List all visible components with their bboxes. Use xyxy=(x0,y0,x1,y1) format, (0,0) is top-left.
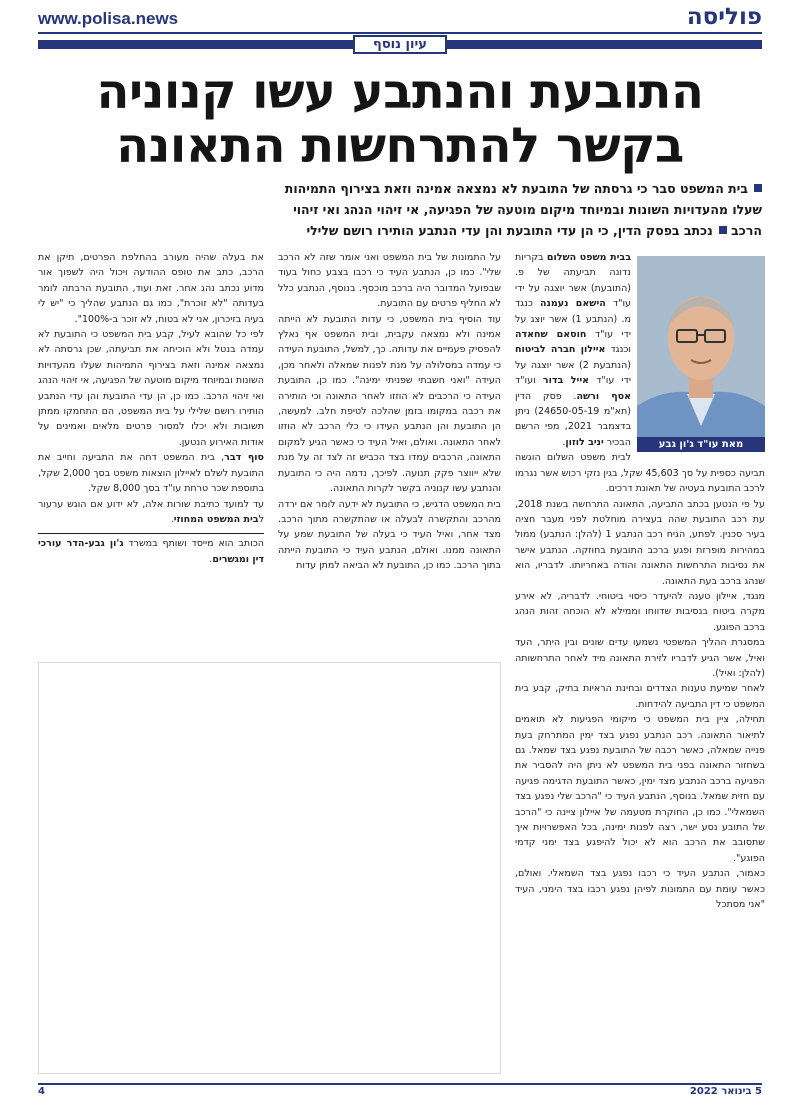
paragraph: עד למועד כתיבת שורות אלה, לא ידוע אם הוגש ערעור לבית המשפט המחוזי. xyxy=(38,498,264,525)
photo-caption: מאת עו"ד ג'ון גבע xyxy=(637,437,765,452)
paragraph: בית המשפט הדגיש, כי התובעת לא ידעה לומר אם ירדה מהרכב והתקשרה לבעלה או שהתקשרה מתוך הרכב. מצד אחר, ואיל העיד כי בעלה של התובעת שמע על התאונה ממנו. ואולם, הנתבע העיד כי התובעת הייתה בתוך הרכב. כמו כן, התובעת לא הביאה למתן עדות xyxy=(278,498,501,572)
summary-bullets xyxy=(90,178,762,241)
page-number: 4 xyxy=(38,1086,45,1097)
author-portrait-icon xyxy=(637,256,765,452)
paragraph: לפי כל שהובא לעיל, קבע בית המשפט כי התובעת לא עמדה בנטל ולא הוכיחה את תביעתה, שכן גרסתה לא נמצאה אמינה וזאת בצירוף התמיהות שעלו מהעדויות השונות ובמיוחד מיקום מוטעה של הפגיעה, אי זיהוי הנהג ואי זיהוי הרכב. כמו כן, הן עדי התובעת והן עדי הנתבע הותירו רושם שלילי על בית המשפט, הם התחמקו ממתן תשובות ולא יכלו למסור פרטים מלאים ואמינים על אודות האירוע הנטען. xyxy=(38,329,264,448)
paragraph: בבית משפט השלום בקריות נדונה תביעתה של פ. (התובעת) אשר יוצגה על ידי עו"ד הישאם נעמנה כנגד מ. (הנתבע 1) אשר יוצג על ידי עו"ד חוסאם שחאדה וכנגד איילון חברה לביטוח (הנתבעת 2) אשר יוצגה על ידי עו"ד אייל בדור ועו"ד אסף ורשה. פסק הדין (תא"מ 24650-05-19) ניתן בדצמבר 2021, מפי הרשם הבכיר יניב לוזון. xyxy=(515,252,631,448)
empty-ad-space xyxy=(38,662,501,1074)
site-url[interactable]: www.polisa.news xyxy=(38,9,179,28)
issue-date: 5 בינואר 2022 xyxy=(689,1086,762,1097)
paragraph: במסגרת ההליך המשפטי נשמעו עדים שונים ובין היתר, העד ואיל, אשר הגיע לדבריו לזירת התאונה מיד לאחר התרחשותה (להלן: ואיל). xyxy=(515,637,765,679)
headline-line-2: בקשר להתרחשות התאונה xyxy=(116,118,684,174)
bullet-square-icon xyxy=(719,226,727,234)
bullet-text: שעלו מהעדויות השונות ובמיוחד מיקום מוטעה של הפגיעה, אי זיהוי הנהג ואי זיהוי xyxy=(293,202,762,217)
summary-bullet-continuation xyxy=(90,220,762,241)
paragraph: כאמור, הנתבע העיד כי רכבו נפגע בצד השמאלי. ואולם, כאשר עומת עם התמונות לפיהן נפגע רכבו בצד הימני, העיד "אני מסתכל xyxy=(515,868,765,911)
footer-divider xyxy=(38,1083,762,1085)
paragraph: מנגד, איילון טענה להיעדר כיסוי ביטוחי. לדבריה, לא אירע מקרה ביטוח בנסיבות שדווחו וממילא לא הוכחה זהות הנהג ברכב הפוגע. xyxy=(515,590,765,633)
paragraph: על פי הנטען בכתב התביעה, התאונה התרחשה בשנת 2018, עת רכב התובעת שהה בעצירה מוחלטת לפני מעבר חציה בעיר סכנין. לפתע, הגיח רכב הנתבע 1 (להלן: הנתבע) ממול במהירות מופרזת ופגע ברכב התובעת בחוזקה. הנתבע אישר את נסיבות התרחשות התאונה והודה באחריותו. לדבריו, הוא שנהג ברכב בעת התאונה. xyxy=(515,498,765,587)
author-credit: הכותב הוא מייסד ושותף במשרד ג'ון גבע-הדר עורכי דין ומגשרים. xyxy=(38,533,264,567)
paragraph: על התמונות של בית המשפט ואני אומר שזה לא הרכב שלי". כמו כן, הנתבע העיד כי רכבו בצבע כחול בעוד שבפועל המדובר היה ברכב מוכסף. בנוסף, הנתבע כלל לא החליף פרטים עם התובעת. xyxy=(278,252,501,310)
paragraph: לאחר שמיעת טענות הצדדים ובחינת הראיות בתיק, קבע בית המשפט כי דין התביעה להידחות. xyxy=(515,683,765,710)
article-column-right xyxy=(515,250,765,1074)
article-column-middle xyxy=(278,250,501,662)
bullet-text: נכתב בפסק הדין, כי הן עדי התובעת והן עדי הנתבע הותירו רושם שלילי xyxy=(306,223,713,238)
bullet-square-icon xyxy=(754,184,762,192)
paragraph: סוף דבר, בית המשפט דחה את התביעה וחייב את התובעת לשלם לאיילון הוצאות משפט בסך 2,000 שקל, בתוספת שכר טרחת עו"ד בסך 8,000 שקל. xyxy=(38,452,264,495)
headline-line-1: התובעת והנתבע עשו קנוניה xyxy=(96,64,704,120)
paragraph: את בעלה שהיה מעורב בהחלפת הפרטים, תיקן את הרכב, כתב את טופס ההודעה ויכול היה לשפוך אור מדוע נכתב נהג אחר. זאת ועוד, התובעת הרבתה לומר בעדותה "לא זוכרת", כמו גם הנתבע שהליך כי "יש לי בעיה בזיכרון, אני לא בטוח, לא זוכר ב-100%". xyxy=(38,252,264,325)
section-tag: עיון נוסף xyxy=(353,35,447,54)
bullet-text: הרכב xyxy=(731,223,762,238)
summary-bullet xyxy=(90,178,762,199)
author-photo xyxy=(637,256,765,452)
publication-logo[interactable]: פוליסה xyxy=(686,4,762,30)
article-column-left xyxy=(38,250,264,662)
bullet-text: בית המשפט סבר כי גרסתה של התובעת לא נמצאה אמינה וזאת בצירוף התמיהות xyxy=(284,181,748,196)
summary-bullet-continuation xyxy=(90,199,762,220)
paragraph: תחילה, ציין בית המשפט כי מיקומי הפגיעות לא תואמים לתיאור התאונה. רכב הנתבע נפגע בצד ימין המתרחק בעת פנייה שמאלה, כאשר רכבה של התובעת נפגע בצד שמאל. גם בשחזור התאונה בפני בית המשפט לא ניתן היה להסביר את הפגיעה ברכב הנתבע מצד ימין, כאשר התובעת הדגימה פגיעה עם חזית שמאל. בנוסף, הנתבע העיד כי "הרכב שלי נפגע בצד השמאלי". כמו כן, החוקרת מטעמה של איילון ציינה כי "הרכב של התובע נסע ישר, רצה לפנות ימינה, בכל האפשרויות איך שתסובב את הרכב הוא לא יכול להיפגע בצד ימני קדמי הפוגע". xyxy=(515,714,765,864)
paragraph: עוד הוסיף בית המשפט, כי עדות התובעת לא הייתה אמינה ולא נמצאה עקבית, ובית המשפט אף נאלץ להפסיק פעמיים את עדותה. כך, למשל, התובעת העידה כי עמדה במסלולה על מנת לפנות שמאלה ולאחר מכן, העידה "ואני חשבתי שפניתי ימינה". כמו כן, התובעת העידה כי הרכבים לא הוזזו לאחר התאונה וכי הותירה את רכבה במקומו בזמן שהלכה לטיפת חלב. למעשה, הן התובעת והן הנתבע העידו כי כלי הרכב לא הוזזו לאחר התאונה. ואולם, ואיל העיד כי כאשר הגיע למקום התאונה, הרכבים עמדו בצד הכביש זה לצד זה על מנת שלא ייווצר פקק תנועה. לפיכך, נדמה היה כי התובעת והנתבע עשו קנוניה בקשר לקרות התאונה. xyxy=(278,313,501,495)
paragraph: לבית משפט השלום הוגשה תביעה כספית על סך 45,603 שקל, בגין נזקי רכוש אשר נגרמו לרכב התובעת בעטיה של תאונת דרכים. xyxy=(515,452,765,495)
masthead-divider xyxy=(38,32,762,34)
